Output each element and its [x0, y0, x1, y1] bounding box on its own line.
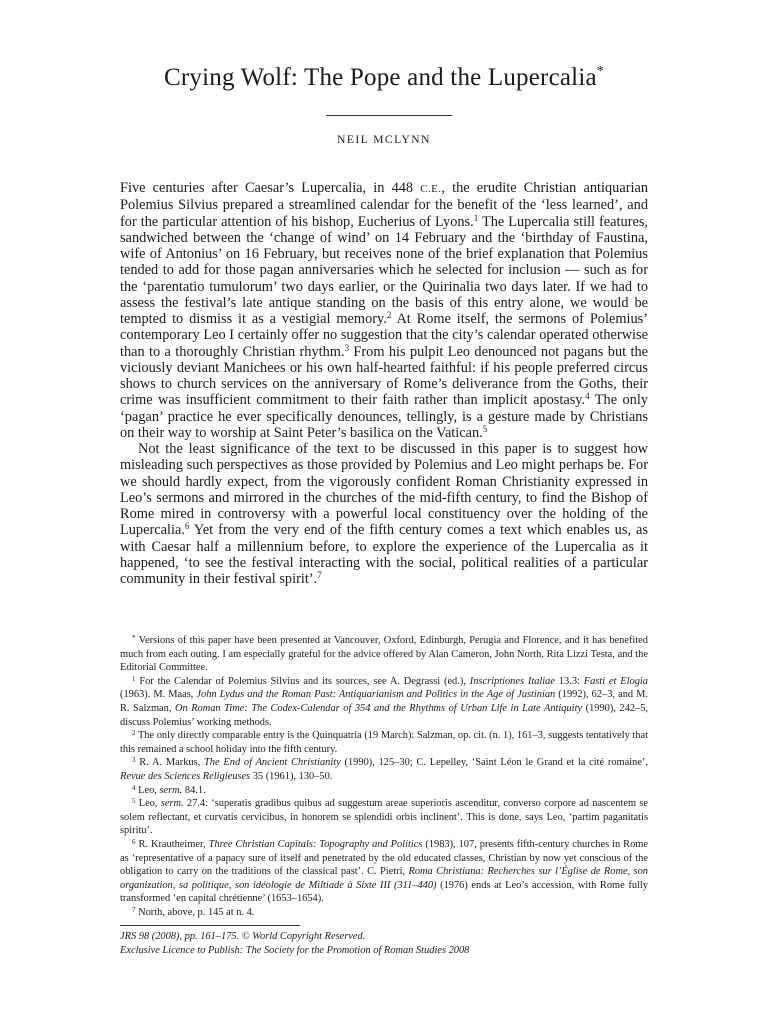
- footnote-ref: 5: [482, 423, 488, 434]
- footnote-number: 6: [132, 837, 136, 846]
- footnote-text: Leo,: [138, 798, 161, 810]
- footnote-text: The only directly comparable entry is the Quinquatria (19 March): Salzman, op. cit. (n. 1), 161–3, suggests tentatively that this remained a school holiday into the fifth century.: [120, 730, 648, 755]
- citation-title: Three Christian Capitals: Topography and Politics: [208, 838, 423, 850]
- author-name: NEIL MCLYNN: [337, 134, 431, 146]
- footnote-4: [120, 784, 648, 798]
- footnote-text: 35 (1961), 130–50.: [250, 770, 333, 782]
- citation-title: serm.: [160, 798, 184, 810]
- footnote-3: [120, 756, 648, 783]
- footnote-text: Versions of this paper have been presented at Vancouver, Oxford, Edinburgh, Perugia and Florence, and it has benefited much from each outing. I am especially grateful for the advice offered by Alan Cameron, John North, Rita Lizzi Testa, and the Editorial Committee.: [120, 635, 648, 674]
- footnote-ref: 2: [386, 310, 392, 320]
- body-paragraph-1: [120, 180, 648, 441]
- publication-footer: [120, 930, 648, 957]
- footnote-number: 5: [132, 797, 136, 806]
- footnote-text: (1990), 242–5, discuss Polemius’ working methods.: [120, 702, 649, 728]
- footnote-6: [120, 838, 648, 906]
- footer-divider: [120, 925, 300, 926]
- footnote-text: (1983), 107, presents fifth-century churches in Rome as ‘representative of a papacy sure of itself and penetrated by the old educated classes, Christian by now yet conscious of the obligation to carry on the traditions of the classical past’. C. Pietri,: [120, 838, 648, 878]
- footnote-text: (1963). M. Maas,: [120, 689, 197, 701]
- body-text: , the erudite Christian antiquarian Polemius Silvius prepared a streamlined calendar for the benefit of the ‘less learned’, and for the particular attention of his bishop, Eucherius of Lyons.: [120, 180, 648, 230]
- citation-title: Fasti et Elogia: [583, 675, 648, 687]
- footnote-text: 84.1.: [182, 784, 206, 796]
- article-title: [0, 64, 768, 92]
- journal-citation: JRS 98 (2008), pp. 161–175. © World Copyright Reserved.: [120, 931, 366, 942]
- footnote-number: 3: [132, 756, 136, 765]
- footnote-5: [120, 797, 648, 838]
- footnote-text: North, above, p. 145 at n. 4.: [138, 906, 255, 918]
- footnote-text: 27.4: ‘superatis gradibus quibus ad suggestum areae superioris ascenditur, converso corpore ad nascentem se solem reflectant, et curvatis cervicibus, in honorem se splendidi orbis inclinent’. This is done, says Leo, ‘partim paganitatis spiritu’.: [120, 798, 648, 837]
- footnote-text: (1976) ends at Leo’s accession, with Rome fully transformed ‘en capital chrétienne’ (1653–1654).: [120, 879, 648, 905]
- footnote-1: [120, 675, 648, 729]
- footnote-ref: 7: [317, 570, 322, 580]
- body-text: At Rome itself, the sermons of Polemius’ contemporary Leo I certainly offer no suggestion that the city’s calendar operated otherwise than to a thoroughly Christian rhythm.: [120, 311, 648, 360]
- footnote-number: *: [132, 634, 136, 642]
- footnote-star: [120, 634, 648, 675]
- era-abbreviation: C.E.: [420, 183, 442, 195]
- footnote-ref: 3: [344, 342, 350, 353]
- body-text: Yet from the very end of the fifth century comes a text which enables us, as with Caesar half a millennium before, to explore the experience of the Lupercalia as it happened, ‘to see the festival interacting with the social, political realities of a particular community in their festival spirit’.: [120, 522, 648, 587]
- article-title-text: Crying Wolf: The Pope and the Lupercalia: [164, 64, 597, 91]
- footnote-text: R. Krautheimer,: [138, 838, 209, 850]
- body-text: Not the least significance of the text to be discussed in this paper is to suggest how misleading such perspectives as those provided by Polemius and Leo might perhaps be. For we should hardly expect, from the vigorously confident Roman Christianity expressed in Leo’s sermons and mirrored in the churches of the mid-fifth century, to find the Bishop of Rome mired in controversy with a powerful local constituency over the holding of the Lupercalia.: [120, 441, 648, 539]
- footnote-number: 2: [132, 729, 136, 738]
- body-text: Five centuries after Caesar’s Lupercalia, in 448: [120, 180, 414, 196]
- footnote-text: R. A. Markus,: [139, 757, 205, 769]
- title-divider: [326, 115, 452, 116]
- footnote-7: [120, 906, 648, 920]
- citation-title: serm.: [159, 784, 183, 796]
- footnote-ref: 6: [184, 521, 190, 532]
- footnote-2: [120, 729, 648, 756]
- body-text: The Lupercalia still features, sandwiched between the ‘change of wind’ on 14 February and the ‘birthday of Faustina, wife of Antonius’ on 16 February, but receives none of the brief explanation that Polemius tended to add for those pagan anniversaries which he selected for inclusion — such as for the ‘parentatio tumulorum’ two days earlier, or the Quirinalia two days later. If we had to assess the festival’s late antique standing on the basis of this entry alone, we would be tempted to dismiss it as a vestigial memory.: [120, 213, 649, 327]
- title-footnote-mark: *: [596, 64, 604, 79]
- licence-notice: Exclusive Licence to Publish: The Society for the Promotion of Roman Studies 2008: [120, 944, 470, 956]
- footnote-number: 1: [132, 674, 136, 683]
- footnote-text: 13.3:: [555, 675, 584, 687]
- footnote-ref: 4: [585, 391, 590, 402]
- footnote-ref: 1: [473, 212, 479, 223]
- footnote-text: For the Calendar of Polemius Silvius and its sources, see A. Degrassi (ed.),: [139, 675, 470, 687]
- citation-title: The End of Ancient Christianity: [204, 757, 341, 769]
- citation-title: Inscriptiones Italiae: [469, 675, 555, 687]
- citation-title: John Lydus and the Roman Past: Antiquarianism and Politics in the Age of Justinian: [196, 689, 556, 701]
- main-text: [120, 180, 648, 587]
- footnote-number: 7: [132, 905, 136, 914]
- citation-title: Roma Christiana: Recherches sur l’Église de Rome, son organization, sa politique, son idéologie de Miltiade à Sixte III (311–440): [120, 866, 648, 891]
- footnotes: [120, 634, 648, 919]
- footnote-text: (1992), 62–3, and M. R. Salzman,: [120, 689, 648, 714]
- citation-title: On Roman Time: The Codex-Calendar of 354 and the Rhythms of Urban Life in Late Antiquity: [174, 702, 583, 714]
- citation-title: Revue des Sciences Religieuses: [120, 770, 251, 782]
- body-text: The only ‘pagan’ practice he ever specifically denounces, tellingly, is a gesture made by Christians on their way to worship at Saint Peter’s basilica on the Vatican.: [120, 392, 648, 441]
- footnote-text: (1990), 125–30; C. Lepelley, ‘Saint Léon le Grand et la cité romaine’,: [340, 757, 648, 769]
- body-paragraph-2: [120, 441, 648, 587]
- body-text: From his pulpit Leo denounced not pagans but the viciously deviant Manichees or his own half-hearted faithful: if his people preferred circus shows to church services on the anniversary of Rome’s deliverance from the Goths, their crime was insufficient commitment to their faith rather than implicit apostasy.: [120, 343, 648, 409]
- footnote-text: Leo,: [138, 784, 160, 796]
- footnote-number: 4: [132, 783, 136, 792]
